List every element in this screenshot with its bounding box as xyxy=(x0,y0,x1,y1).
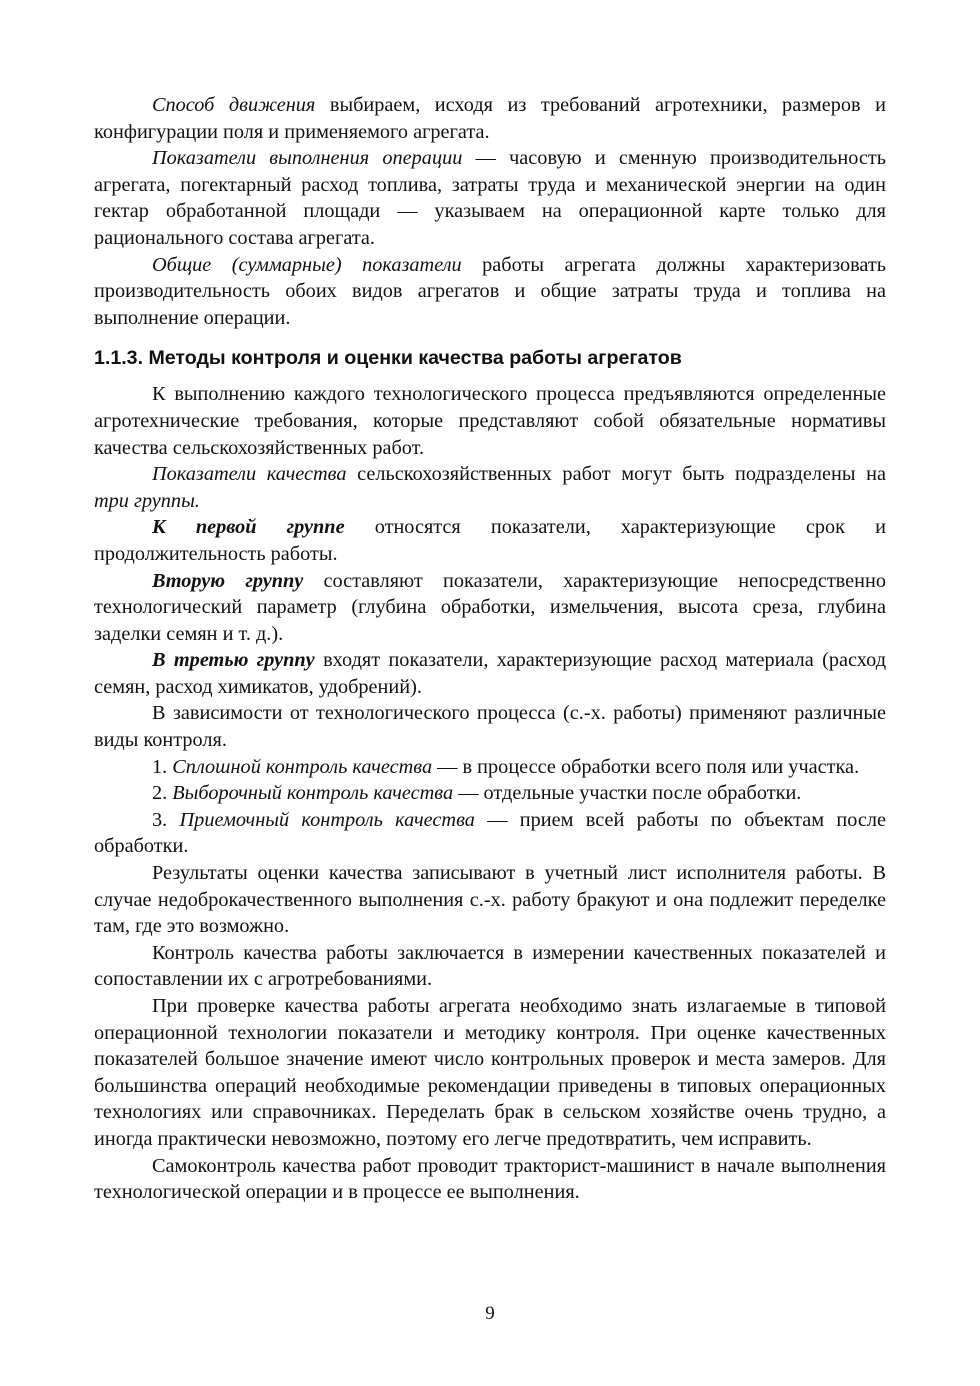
paragraph-text: Результаты оценки качества записывают в учетный лист исполнителя работы. В случае недоброкачественного выполнения с.-х. работу бракуют и она подлежит переделке там, где это возможно. xyxy=(94,862,886,938)
term-second-group: Вторую группу xyxy=(152,569,304,592)
paragraph-total-indicators xyxy=(94,252,886,332)
section-heading: 1.1.3. Методы контроля и оценки качества работы агрегатов xyxy=(94,347,682,370)
paragraph-measurement xyxy=(94,940,886,993)
page-number: 9 xyxy=(485,1303,495,1324)
term-acceptance-control: Приемочный контроль качества xyxy=(179,808,475,831)
paragraph-third-group xyxy=(94,647,886,700)
paragraph-control-types xyxy=(94,700,886,753)
term-sample-control: Выборочный контроль качества xyxy=(172,782,454,805)
term-continuous-control: Сплошной контроль качества xyxy=(172,755,433,778)
paragraph-text: составляют показатели, характеризующие непосредственно технологический параметр (глубина обработки, измельчения, высота среза, глубина заделки семян и т. д.). xyxy=(94,569,886,645)
paragraph-text: — прием всей работы по объектам после обработки. xyxy=(94,808,887,858)
paragraph-text: относятся показатели, характеризующие срок и продолжительность работы. xyxy=(94,516,886,565)
paragraph-operation-indicators xyxy=(94,145,886,251)
list-number: 3. xyxy=(152,808,180,831)
paragraph-text: входят показатели, характеризующие расход материала (расход семян, расход химикатов, удобрений). xyxy=(94,649,887,698)
paragraph-first-group xyxy=(94,514,886,567)
paragraph-text: — в процессе обработки всего поля или участка. xyxy=(432,755,860,778)
paragraph-text: При проверке качества работы агрегата необходимо знать излагаемые в типовой операционной технологии показатели и методику контроля. При оценке качественных показателей большое значение имеют число контрольных проверок и места замеров. Для большинства операций необходимые рекомендации приведены в типовых операционных технологиях или справочниках. Переделать брак в сельском хозяйстве очень трудно, а иногда практически невозможно, поэтому его легче предотвратить, чем исправить. xyxy=(94,995,886,1150)
list-item-acceptance-control xyxy=(94,807,886,860)
list-number: 1. xyxy=(152,755,173,778)
paragraph-checking xyxy=(94,993,886,1153)
paragraph-text: Контроль качества работы заключается в измерении качественных показателей и сопоставлении их с агротребованиями. xyxy=(94,941,886,991)
term-third-group: В третью группу xyxy=(152,649,315,672)
term-three-groups: три группы. xyxy=(94,489,200,512)
term-total-indicators: Общие (суммарные) показатели xyxy=(152,253,462,276)
paragraph-text: Самоконтроль качества работ проводит тракторист-машинист в начале выполнения технологической операции и в процессе ее выполнения. xyxy=(94,1154,886,1204)
page-body xyxy=(94,92,886,1206)
paragraph-text: — отдельные участки после обработки. xyxy=(453,782,802,805)
paragraph-second-group xyxy=(94,568,886,648)
paragraph-text: К выполнению каждого технологического процесса предъявляются определенные агротехнические требования, которые представляют собой обязательные нормативы качества сельскохозяйственных работ. xyxy=(94,383,886,459)
paragraph-requirements xyxy=(94,381,886,461)
paragraph-results xyxy=(94,860,886,940)
paragraph-movement-method xyxy=(94,92,886,145)
paragraph-text: работы агрегата должны характеризовать производительность обоих видов агрегатов и общие затраты труда и топлива на выполнение операции. xyxy=(94,253,886,329)
list-item-continuous-control xyxy=(94,754,886,781)
term-movement-method: Способ движения xyxy=(152,94,316,116)
term-operation-indicators: Показатели выполнения операции xyxy=(152,147,463,170)
paragraph-text: выбираем, исходя из требований агротехники, размеров и конфигурации поля и применяемого агрегата. xyxy=(94,94,886,143)
list-item-sample-control xyxy=(94,780,886,807)
paragraph-quality-indicators xyxy=(94,461,886,514)
paragraph-self-control xyxy=(94,1153,886,1206)
paragraph-text: сельскохозяйственных работ могут быть подразделены на xyxy=(346,463,886,486)
paragraph-text: — часовую и сменную производительность агрегата, погектарный расход топлива, затраты труда и механической энергии на один гектар обработанной площади — указываем на операционной карте только для рационального состава агрегата. xyxy=(94,147,886,249)
term-first-group: К первой группе xyxy=(152,516,345,539)
list-number: 2. xyxy=(152,782,173,805)
term-quality-indicators: Показатели качества xyxy=(152,463,347,486)
paragraph-text: В зависимости от технологического процесса (с.-х. работы) применяют различные виды контроля. xyxy=(94,702,886,752)
